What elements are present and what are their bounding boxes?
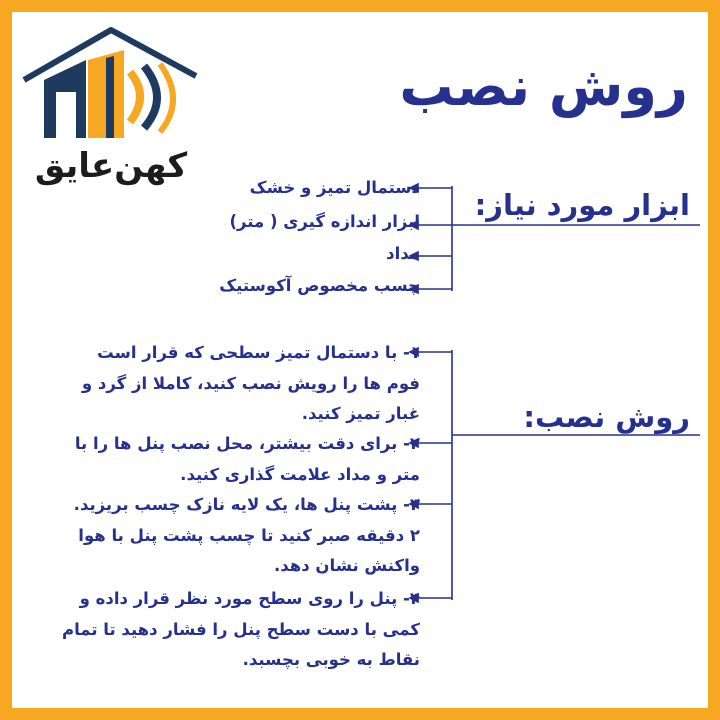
steps-list (20, 0, 420, 720)
page-title: روش نصب (399, 55, 688, 118)
step-item: ۴- پنل را روی سطح مورد نظر قرار داده و کمی با دست سطح پنل را فشار دهید تا تمام نقاط به خوبی بچسبد. (61, 589, 420, 669)
step-item: ۲- برای دقت بیشتر، محل نصب پنل ها را با متر و مداد علامت گذاری کنید. (74, 434, 420, 484)
brand-name: کهن‌عایق (34, 146, 188, 186)
step-item: ۳- پشت پنل ها، یک لایه نازک چسب بریزید. ۲ دقیقه صبر کنید تا چسب پشت پنل با هوا واکنش نشان دهد. (73, 495, 420, 575)
list-item: چسب مخصوص آکوستیک (219, 276, 420, 295)
list-item: مداد (386, 244, 420, 263)
list-item: دستمال تمیز و خشک (249, 178, 420, 197)
list-item: ابزار اندازه گیری ( متر) (229, 212, 420, 231)
method-heading: روش نصب: (523, 400, 690, 434)
tools-heading: ابزار مورد نیاز: (474, 188, 690, 222)
step-item: ۱- با دستمال تمیز سطحی که قرار است فوم ها را رویش نصب کنید، کاملا از گرد و غبار تمیز کنید. (81, 343, 420, 423)
